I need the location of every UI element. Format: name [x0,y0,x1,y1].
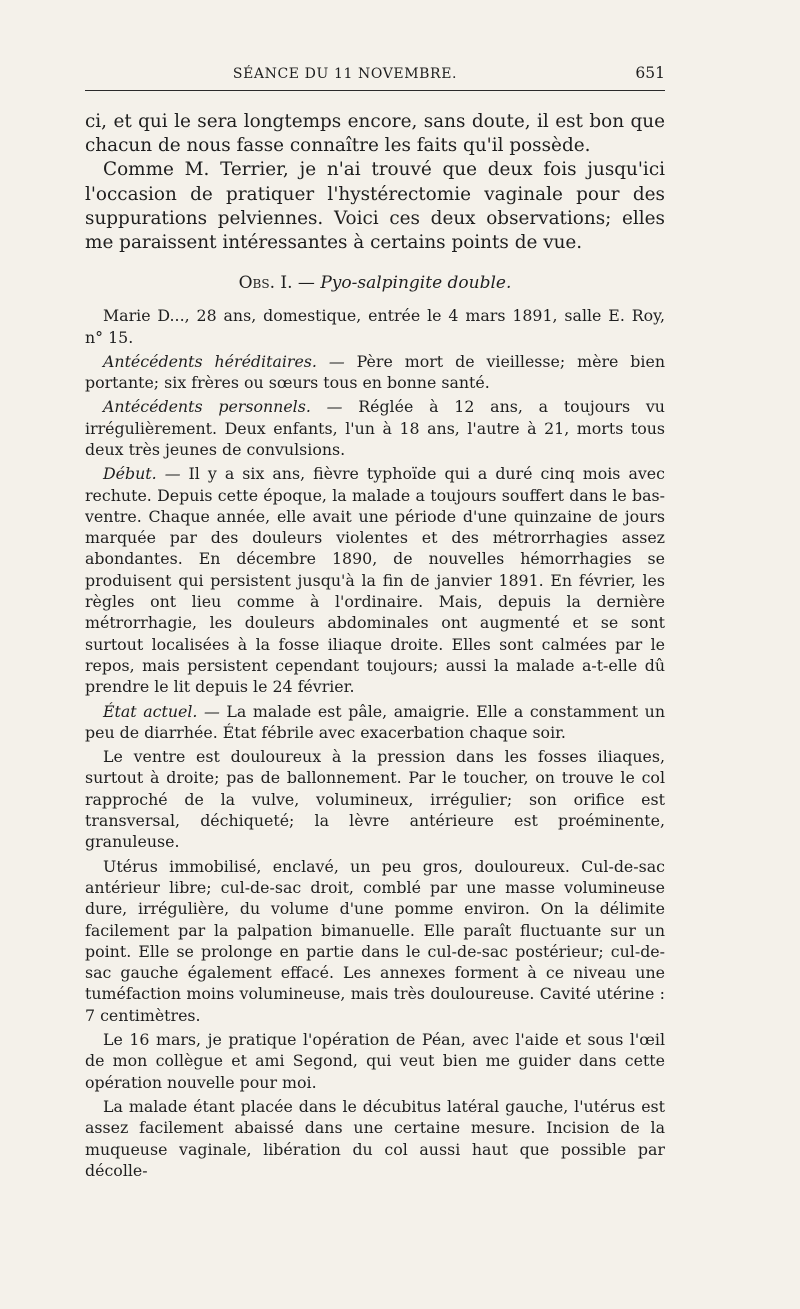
intro-paragraph-continued: ci, et qui le sera longtemps encore, sans doute, il est bon que chacun de nous fasse connaître les faits qu'il possède. [85,111,665,157]
observation-number: Obs. I. — [238,273,315,294]
personal-history-text: Réglée à 12 ans, a toujours vu irrégulièrement. Deux enfants, l'un à 18 ans, l'autre à 21, morts tous deux très jeunes de convulsions. [85,397,665,459]
intro-section [85,110,665,255]
hereditary-paragraph [85,351,665,394]
uterus-paragraph: Utérus immobilisé, enclavé, un peu gros, douloureux. Cul-de-sac antérieur libre; cul-de-sac droit, comblé par une masse volumineuse dure, irrégulière, du volume d'une pomme environ. On la délimite facilement par la palpation bimanuelle. Elle paraît fluctuante sur un point. Elle se prolonge en partie dans le cul-de-sac postérieur; cul-de-sac gauche également effacé. Les annexes forment à ce niveau une tuméfaction moins volumineuse, mais très douloureuse. Cavité utérine : 7 centimètres. [85,856,665,1025]
patient-paragraph: Marie D..., 28 ans, domestique, entrée le 4 mars 1891, salle E. Roy, n° 15. [85,306,665,347]
running-head: SÉANCE DU 11 NOVEMBRE. [232,66,458,82]
abdomen-paragraph: Le ventre est douloureux à la pression dans les fosses iliaques, surtout à droite; pas de ballonnement. Par le toucher, on trouve le col rapproché de la vulve, volumineux, irrégulier; son orifice est transversal, déchiqueté; la lèvre antérieure est proéminente, granuleuse. [85,747,665,852]
page-header [85,60,665,91]
current-state-label: État actuel. — [103,701,220,721]
decubitus-paragraph: La malade étant placée dans le décubitus latéral gauche, l'utérus est assez facilement abaissé dans une certaine mesure. Incision de la muqueuse vaginale, libération du col aussi haut que possible par décolle- [85,1096,665,1180]
observation-body [85,305,665,1181]
onset-text: Il y a six ans, fièvre typhoïde qui a duré cinq mois avec rechute. Depuis cette époque, la malade a toujours souffert dans le bas-ventre. Chaque année, elle avait une période d'une quinzaine de jours marquée par des douleurs violentes et des métrorrhagies assez abondantes. En décembre 1890, de nouvelles hémorrhagies se produisent qui persistent jusqu'à la fin de janvier 1891. En février, les règles ont lieu comme à l'ordinaire. Mais, depuis la dernière métrorrhagie, les douleurs abdominales ont augmenté et se sont surtout localisées à la fosse iliaque droite. Elles sont calmées par le repos, mais persistent cependant toujours; aussi la malade a-t-elle dû prendre le lit depuis le 24 février. [85,464,665,697]
current-state-paragraph [85,701,665,744]
page-body [85,91,665,1181]
onset-paragraph [85,463,665,697]
observation-heading [85,271,665,295]
current-state-text: La malade est pâle, amaigrie. Elle a constamment un peu de diarrhée. État fébrile avec exacerbation chaque soir. [85,701,665,742]
intro-paragraph-terrier: Comme M. Terrier, je n'ai trouvé que deux fois jusqu'ici l'occasion de pratiquer l'hystérectomie vaginale pour des suppurations pelviennes. Voici ces deux observations; elles me paraissent intéressantes à certains points de vue. [85,159,665,254]
personal-history-paragraph [85,396,665,460]
hereditary-text: Père mort de vieillesse; mère bien portante; six frères ou sœurs tous en bonne santé. [85,351,665,393]
hereditary-label: Antécédents héréditaires. — [103,351,345,371]
observation-title: Pyo-salpingite double. [320,273,512,294]
book-page [85,60,665,1181]
personal-history-label: Antécédents personnels. — [103,397,343,417]
onset-label: Début. — [103,464,181,484]
operation-paragraph: Le 16 mars, je pratique l'opération de Péan, avec l'aide et sous l'œil de mon collègue et ami Segond, qui veut bien me guider dans cette opération nouvelle pour moi. [85,1030,665,1092]
page-number: 651 [635,64,665,82]
